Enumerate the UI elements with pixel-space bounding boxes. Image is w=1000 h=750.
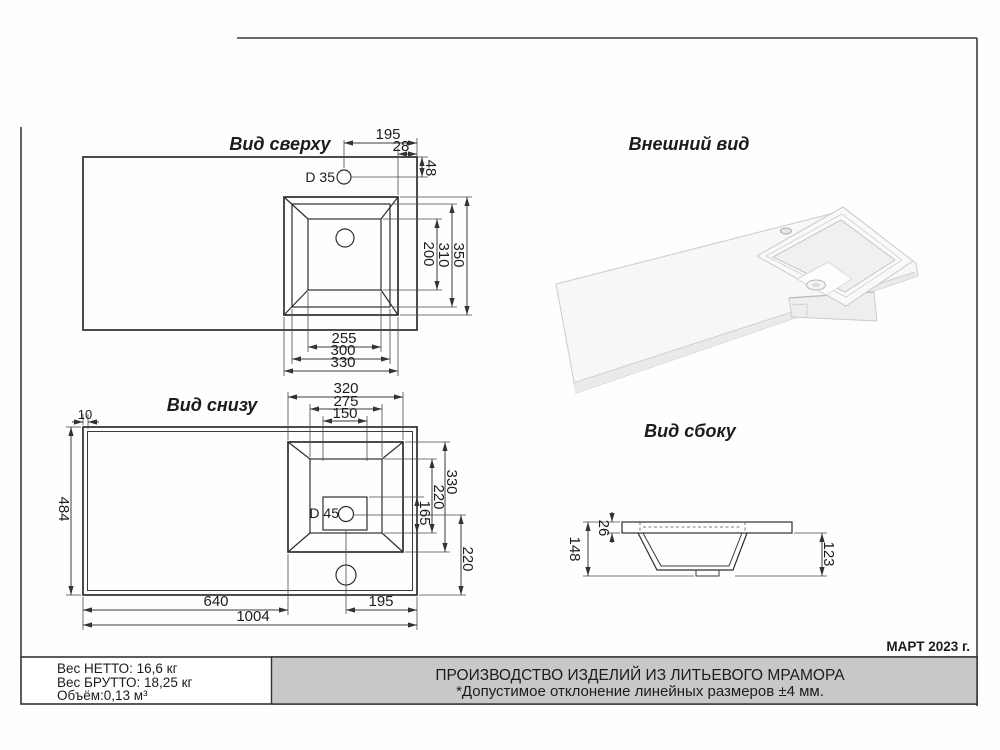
side-view-basin-inner — [643, 533, 742, 566]
bottom-view-drain-hole — [339, 507, 354, 522]
side-view-extension-lines — [583, 519, 827, 576]
bottom-view-title: Вид снизу — [166, 395, 258, 415]
svg-text:10: 10 — [77, 407, 93, 422]
svg-text:48: 48 — [422, 159, 439, 177]
svg-text:165: 165 — [416, 500, 433, 526]
svg-text:220: 220 — [459, 546, 476, 572]
svg-text:220: 220 — [430, 484, 447, 510]
top-view — [83, 126, 472, 376]
top-view-countertop-outline — [83, 157, 417, 330]
title-block — [21, 639, 977, 704]
production-line1: ПРОИЗВОДСТВО ИЗДЕЛИЙ ИЗ ЛИТЬЕВОГО МРАМОРА — [435, 667, 845, 684]
side-view-dimension-labels — [566, 520, 837, 567]
production-line2: *Допустимое отклонение линейных размеров ±4 мм. — [456, 683, 824, 700]
side-view-hidden-lines — [640, 522, 745, 533]
side-view — [566, 421, 837, 576]
svg-text:150: 150 — [332, 405, 358, 422]
svg-text:123: 123 — [820, 541, 837, 567]
svg-text:330: 330 — [330, 354, 356, 371]
svg-text:350: 350 — [450, 242, 467, 268]
svg-text:195: 195 — [368, 593, 394, 610]
svg-text:200: 200 — [420, 241, 437, 267]
bottom-view-drain-callout: D 45 — [309, 505, 339, 521]
external-view — [556, 134, 918, 393]
bottom-view — [55, 380, 476, 630]
top-view-faucet-hole — [337, 170, 351, 184]
date-note: МАРТ 2023 г. — [886, 639, 970, 654]
svg-text:330: 330 — [443, 469, 460, 495]
svg-text:148: 148 — [566, 536, 583, 562]
side-view-title: Вид сбоку — [644, 421, 736, 441]
external-view-title: Внешний вид — [628, 134, 750, 154]
render-faucet-hole — [781, 228, 792, 234]
svg-text:320: 320 — [333, 380, 359, 397]
top-view-basin-floor — [308, 219, 381, 290]
sheet-frame — [21, 38, 977, 706]
volume: Объём:0,13 м³ — [57, 688, 148, 703]
svg-text:195: 195 — [375, 126, 401, 143]
svg-text:255: 255 — [331, 330, 357, 347]
top-view-title: Вид сверху — [229, 134, 331, 154]
svg-text:275: 275 — [333, 393, 359, 410]
bottom-view-countertop-inner-edge — [88, 432, 413, 591]
net-weight: Вес НЕТТО: 16,6 кг — [57, 661, 178, 676]
top-view-drain-hole — [336, 229, 354, 247]
svg-text:484: 484 — [55, 496, 72, 522]
render-drain-cap — [812, 283, 820, 287]
svg-text:300: 300 — [330, 342, 356, 359]
svg-text:1004: 1004 — [236, 608, 270, 625]
svg-text:310: 310 — [435, 242, 452, 268]
svg-text:28: 28 — [392, 138, 410, 155]
side-view-basin-outer — [638, 533, 747, 570]
svg-text:640: 640 — [203, 593, 229, 610]
svg-text:26: 26 — [595, 519, 612, 537]
side-view-drain-stub — [696, 570, 719, 576]
side-view-slab — [622, 522, 792, 533]
gross-weight: Вес БРУТТО: 18,25 кг — [57, 675, 193, 690]
top-view-faucet-callout: D 35 — [305, 169, 335, 185]
